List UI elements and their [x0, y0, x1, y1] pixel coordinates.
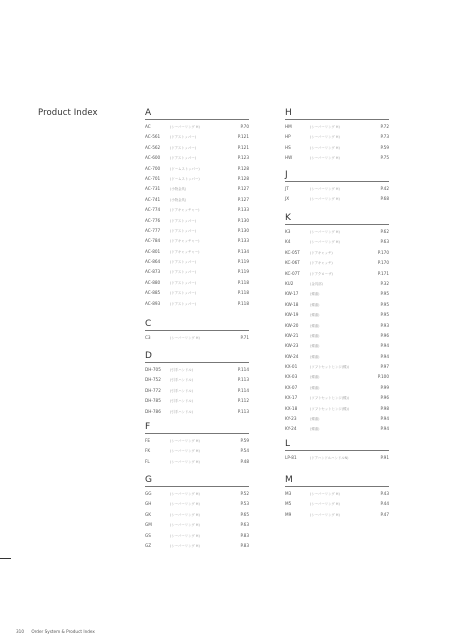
- page-reference: P.95: [380, 312, 389, 318]
- index-row: [285, 331, 389, 341]
- index-row: [145, 531, 249, 541]
- page-reference: P.96: [380, 332, 389, 338]
- page-reference: P.118: [237, 290, 249, 296]
- page-reference: P.83: [240, 542, 249, 548]
- page-reference: P.48: [240, 458, 249, 464]
- side-tab-marker: [0, 558, 11, 559]
- index-row: [285, 404, 389, 414]
- index-row: [145, 174, 249, 184]
- index-row: [145, 489, 249, 499]
- product-description: (蝶番): [310, 385, 320, 390]
- product-code: AC-873: [145, 269, 161, 275]
- product-description: (シーバーリング H): [170, 543, 200, 548]
- index-row: [285, 362, 389, 372]
- section-divider: [285, 181, 389, 182]
- index-row: [285, 352, 389, 362]
- page-reference: P.123: [237, 155, 249, 161]
- product-description: (ソフトセットヒンジ(蝶)): [310, 396, 350, 401]
- product-description: (シーバーリング H): [170, 336, 200, 340]
- index-row: [285, 132, 389, 142]
- product-description: (ドアキャッチャー): [170, 239, 200, 244]
- index-row: [145, 386, 249, 396]
- index-row: [145, 407, 249, 417]
- page-reference: P.59: [240, 438, 249, 443]
- product-code: AC-731: [145, 186, 161, 192]
- section-letter: L: [285, 439, 291, 449]
- page-reference: P.32: [380, 280, 389, 286]
- product-code: M5: [285, 501, 292, 507]
- product-code: JT: [285, 186, 289, 191]
- product-description: (シーバーリング H): [310, 230, 340, 234]
- product-code: DH-705: [145, 367, 161, 372]
- index-row: [285, 289, 389, 299]
- product-description: (シーバーリング H): [170, 449, 200, 454]
- product-description: (シーバーリング H): [310, 156, 340, 161]
- index-section-j: [285, 169, 389, 205]
- product-code: AC-562: [145, 144, 161, 150]
- section-letter: M: [285, 475, 293, 485]
- product-code: JX: [285, 196, 290, 202]
- index-row: [285, 184, 389, 194]
- page-reference: P.118: [237, 300, 249, 306]
- page-reference: P.99: [380, 384, 389, 390]
- page-reference: P.93: [380, 322, 389, 328]
- product-code: KX-01: [285, 364, 298, 370]
- page-reference: P.44: [380, 501, 389, 507]
- product-code: AC-561: [145, 134, 161, 140]
- index-row: [285, 194, 389, 204]
- product-description: (ソフトセットヒンジ(蝶)): [310, 406, 350, 411]
- product-description: (引手ハンドル): [170, 368, 193, 372]
- index-section-a: [145, 107, 249, 309]
- product-description: (蝶番): [310, 427, 320, 432]
- index-section-d: [145, 350, 249, 417]
- section-divider: [145, 486, 249, 487]
- page-reference: P.133: [237, 207, 249, 213]
- section-letter: C: [145, 319, 152, 329]
- product-description: (金具部): [310, 281, 323, 286]
- product-description: (ドアキャッチ): [310, 261, 333, 266]
- page-reference: P.113: [237, 408, 249, 414]
- index-section-c: [145, 318, 249, 343]
- product-description: (シーバーリング H): [310, 197, 340, 202]
- page-footer: [16, 629, 95, 634]
- product-code: AC-600: [145, 155, 161, 161]
- page-reference: P.43: [380, 491, 389, 496]
- index-row: [285, 372, 389, 382]
- product-description: (小物金具): [170, 187, 187, 192]
- product-description: (ドアキャッチ): [310, 250, 333, 255]
- product-description: (蝶番): [310, 417, 320, 422]
- index-row: [145, 247, 249, 257]
- page-reference: P.128: [237, 165, 249, 171]
- product-code: GS: [145, 532, 151, 538]
- index-row: [145, 436, 249, 446]
- page-reference: P.127: [237, 186, 249, 192]
- index-row: [285, 269, 389, 279]
- index-row: [285, 453, 389, 463]
- product-description: (シーバーリング H): [170, 533, 200, 538]
- product-code: KW-21: [285, 332, 299, 338]
- page-reference: P.121: [237, 134, 249, 140]
- product-code: HS: [285, 144, 291, 150]
- index-row: [145, 164, 249, 174]
- index-row: [285, 248, 389, 258]
- product-description: (ドアストッパー): [170, 291, 197, 296]
- section-letter: D: [145, 351, 152, 361]
- page-reference: P.72: [380, 124, 389, 129]
- page-title: Product Index: [38, 108, 98, 118]
- product-code: FE: [145, 438, 151, 443]
- product-code: GM: [145, 522, 152, 528]
- product-description: (ドアキャッチャー): [170, 249, 200, 254]
- product-code: GK: [145, 511, 151, 517]
- index-row: [145, 236, 249, 246]
- index-row: [145, 216, 249, 226]
- product-description: (蝶番): [310, 344, 320, 349]
- index-row: [145, 195, 249, 205]
- product-code: KC-06T: [285, 260, 300, 266]
- product-description: (蝶番): [310, 354, 320, 359]
- index-row: [145, 457, 249, 467]
- product-code: AC: [145, 124, 151, 129]
- product-description: (シーバーリング H): [170, 459, 200, 464]
- product-description: (シーバーリング H): [170, 523, 200, 528]
- product-code: HW: [285, 155, 293, 161]
- product-code: GZ: [145, 542, 152, 548]
- page-reference: P.71: [240, 335, 249, 340]
- product-description: (シーバーリング H): [310, 240, 340, 245]
- index-row: [145, 278, 249, 288]
- page-reference: P.170: [377, 249, 389, 255]
- product-description: (引手ハンドル): [170, 378, 193, 383]
- index-row: [285, 279, 389, 289]
- product-code: AC-801: [145, 248, 161, 254]
- product-description: (シーバーリング H): [170, 125, 200, 129]
- product-code: HM: [285, 124, 292, 129]
- product-code: KW-24: [285, 353, 299, 359]
- product-code: HP: [285, 134, 291, 140]
- product-description: (蝶番): [310, 323, 320, 328]
- product-code: KC-05T: [285, 249, 300, 255]
- page-reference: P.73: [380, 134, 389, 140]
- section-divider: [285, 224, 389, 225]
- page-reference: P.94: [380, 343, 389, 349]
- index-row: [285, 424, 389, 434]
- product-description: (ドアストッパー): [170, 135, 197, 140]
- page-reference: P.94: [380, 353, 389, 359]
- product-code: FL: [145, 458, 150, 464]
- section-letter: G: [145, 475, 152, 485]
- product-description: (シーバーリング H): [310, 125, 340, 129]
- index-section-k: [285, 212, 389, 435]
- product-code: GG: [145, 491, 152, 496]
- index-row: [145, 153, 249, 163]
- page-reference: P.98: [380, 405, 389, 411]
- page-reference: P.75: [380, 155, 389, 161]
- page-reference: P.68: [380, 196, 389, 202]
- product-description: (シーバーリング H): [310, 502, 340, 507]
- product-code: AC-784: [145, 238, 161, 244]
- product-description: (シーバーリング H): [170, 502, 200, 507]
- product-description: (ドアストッパー): [170, 301, 197, 306]
- product-description: (ドアクローザ): [310, 271, 333, 276]
- product-code: DH-785: [145, 398, 161, 404]
- product-code: K3: [285, 229, 291, 234]
- page-reference: P.42: [380, 186, 389, 191]
- section-letter: A: [145, 108, 152, 118]
- product-code: DH-772: [145, 387, 161, 393]
- index-row: [145, 288, 249, 298]
- product-code: AC-701: [145, 175, 161, 181]
- page-reference: P.114: [237, 387, 249, 393]
- section-divider: [285, 119, 389, 120]
- product-code: KC-07T: [285, 270, 300, 276]
- page-reference: P.97: [380, 364, 389, 370]
- page-reference: P.113: [237, 377, 249, 383]
- page-reference: P.63: [380, 239, 389, 245]
- index-row: [285, 383, 389, 393]
- product-description: (ドアキャッチャー): [170, 208, 200, 213]
- index-row: [145, 267, 249, 277]
- product-description: (引手ハンドル): [170, 388, 193, 393]
- product-code: AC-864: [145, 259, 161, 265]
- index-section-m: [285, 474, 389, 520]
- product-description: (シーバーリング H): [310, 145, 340, 150]
- page-reference: P.133: [237, 238, 249, 244]
- section-divider: [285, 450, 389, 451]
- index-row: [285, 143, 389, 153]
- index-row: [145, 499, 249, 509]
- section-divider: [145, 433, 249, 434]
- product-code: KU2: [285, 280, 294, 286]
- page-reference: P.96: [380, 395, 389, 401]
- product-code: LP-81: [285, 455, 297, 460]
- section-divider: [285, 486, 389, 487]
- product-code: KW-19: [285, 312, 299, 318]
- product-code: AC-893: [145, 300, 161, 306]
- page-reference: P.52: [240, 491, 249, 496]
- page-reference: P.130: [237, 227, 249, 233]
- index-row: [285, 153, 389, 163]
- product-description: (ドアストッパー): [170, 156, 197, 161]
- page-reference: P.70: [240, 124, 249, 129]
- index-row: [285, 122, 389, 132]
- index-row: [145, 122, 249, 132]
- page-reference: P.130: [237, 217, 249, 223]
- page-reference: P.47: [380, 511, 389, 517]
- index-section-l: [285, 438, 389, 463]
- product-description: (シーバーリング H): [170, 439, 200, 443]
- page-reference: P.53: [240, 501, 249, 507]
- index-row: [145, 226, 249, 236]
- product-description: (蝶番): [310, 292, 320, 297]
- product-description: (ドームストッパー): [170, 176, 200, 181]
- product-code: M3: [285, 491, 292, 496]
- index-row: [145, 375, 249, 385]
- index-row: [145, 132, 249, 142]
- product-code: KX-03: [285, 374, 298, 380]
- index-row: [285, 414, 389, 424]
- product-code: AC-741: [145, 196, 161, 202]
- index-row: [145, 205, 249, 215]
- page-reference: P.63: [240, 522, 249, 528]
- product-code: K4: [285, 239, 291, 245]
- product-description: (蝶番): [310, 333, 320, 338]
- index-row: [285, 489, 389, 499]
- index-row: [145, 333, 249, 343]
- product-code: KW-18: [285, 301, 299, 307]
- index-row: [145, 257, 249, 267]
- index-row: [145, 541, 249, 551]
- product-code: KX-07: [285, 384, 298, 390]
- product-description: (引手ハンドル): [170, 409, 193, 414]
- index-row: [285, 237, 389, 247]
- product-code: KW-20: [285, 322, 299, 328]
- product-description: (ドアストッパー): [170, 280, 197, 285]
- product-code: AC-774: [145, 207, 161, 213]
- product-description: (ドアストッパー): [170, 145, 197, 150]
- page-reference: P.171: [377, 270, 389, 276]
- product-description: (ドームストッパー): [170, 166, 200, 171]
- page-number: 310: [16, 629, 24, 634]
- product-code: AC-700: [145, 165, 161, 171]
- page-reference: P.118: [237, 279, 249, 285]
- footer-title: Order System & Product Index: [31, 629, 95, 634]
- page-reference: P.114: [237, 367, 249, 372]
- product-description: (シーバーリング H): [310, 187, 340, 191]
- page-reference: P.100: [377, 374, 389, 380]
- index-row: [145, 299, 249, 309]
- index-row: [145, 510, 249, 520]
- index-section-h: [285, 107, 389, 164]
- page-reference: P.134: [237, 248, 249, 254]
- page-reference: P.170: [377, 260, 389, 266]
- page-reference: P.62: [380, 229, 389, 234]
- section-letter: J: [285, 170, 288, 180]
- index-row: [285, 499, 389, 509]
- index-row: [285, 321, 389, 331]
- index-row: [145, 520, 249, 530]
- index-row: [285, 341, 389, 351]
- product-description: (小物金具): [170, 197, 187, 202]
- index-row: [285, 300, 389, 310]
- page-reference: P.119: [237, 269, 249, 275]
- section-divider: [145, 330, 249, 331]
- product-description: (蝶番): [310, 375, 320, 380]
- page-reference: P.94: [380, 416, 389, 422]
- product-description: (ドアストッパー): [170, 218, 197, 223]
- page-reference: P.128: [237, 175, 249, 181]
- index-section-g: [145, 474, 249, 551]
- product-code: AC-776: [145, 217, 161, 223]
- product-code: AC-885: [145, 290, 161, 296]
- product-code: AC-777: [145, 227, 161, 233]
- section-divider: [145, 119, 249, 120]
- product-code: DH-752: [145, 377, 161, 383]
- product-description: (ドアハンドルハンドルN): [310, 456, 349, 460]
- product-description: (シーバーリング H): [310, 492, 340, 496]
- section-letter: K: [285, 213, 291, 223]
- product-description: (ドアストッパー): [170, 270, 197, 275]
- product-description: (シーバーリング H): [170, 512, 200, 517]
- page-reference: P.127: [237, 196, 249, 202]
- product-code: AC-880: [145, 279, 161, 285]
- section-letter: F: [145, 422, 151, 432]
- section-divider: [145, 362, 249, 363]
- section-letter: H: [285, 108, 292, 118]
- page-reference: P.112: [237, 398, 249, 404]
- product-description: (引手ハンドル): [170, 399, 193, 404]
- product-code: GH: [145, 501, 152, 507]
- index-section-f: [145, 421, 249, 467]
- product-description: (蝶番): [310, 313, 320, 318]
- product-description: (蝶番): [310, 302, 320, 307]
- product-code: DH-786: [145, 408, 161, 414]
- product-description: (ソフトセットヒンジ(蝶)): [310, 365, 350, 370]
- product-code: M9: [285, 511, 292, 517]
- page-reference: P.95: [380, 301, 389, 307]
- product-description: (ドアストッパー): [170, 260, 197, 265]
- index-row: [145, 365, 249, 375]
- page-reference: P.95: [380, 291, 389, 297]
- page-reference: P.119: [237, 259, 249, 265]
- page-reference: P.65: [240, 511, 249, 517]
- product-code: KY-23: [285, 416, 297, 422]
- product-description: (シーバーリング H): [310, 512, 340, 517]
- index-row: [145, 184, 249, 194]
- product-code: KY-24: [285, 426, 297, 432]
- index-row: [285, 227, 389, 237]
- product-code: KW-23: [285, 343, 299, 349]
- index-row: [285, 258, 389, 268]
- page-reference: P.59: [380, 144, 389, 150]
- product-code: C3: [145, 335, 151, 340]
- index-row: [285, 510, 389, 520]
- index-row: [145, 143, 249, 153]
- product-code: KX-18: [285, 405, 298, 411]
- product-code: KW-17: [285, 291, 299, 297]
- product-description: (ドアストッパー): [170, 228, 197, 233]
- product-code: FK: [145, 448, 151, 454]
- page-reference: P.91: [380, 455, 389, 460]
- product-description: (シーバーリング H): [170, 492, 200, 496]
- page-reference: P.121: [237, 144, 249, 150]
- index-row: [145, 446, 249, 456]
- index-row: [285, 393, 389, 403]
- index-row: [145, 396, 249, 406]
- page-reference: P.83: [240, 532, 249, 538]
- product-description: (シーバーリング H): [310, 135, 340, 140]
- page-reference: P.54: [240, 448, 249, 454]
- index-row: [285, 310, 389, 320]
- page-reference: P.94: [380, 426, 389, 432]
- product-code: KX-17: [285, 395, 298, 401]
